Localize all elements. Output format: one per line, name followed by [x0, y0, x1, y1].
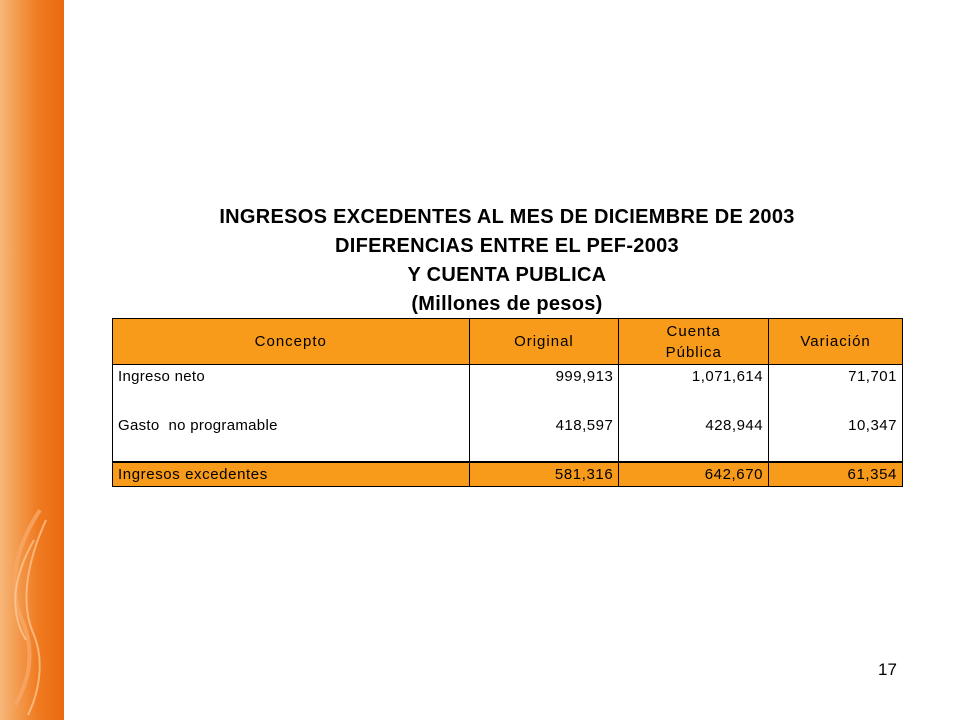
- title-line: (Millones de pesos): [411, 293, 603, 315]
- title-line: DIFERENCIAS ENTRE EL PEF-2003: [335, 235, 679, 257]
- header-cuenta-line1: Cuenta: [666, 322, 721, 340]
- row-cuenta-publica: 1,071,614: [619, 365, 769, 413]
- header-concepto: Concepto: [113, 319, 470, 365]
- decorative-side-band: [0, 0, 64, 720]
- slide-title: [112, 203, 902, 319]
- title-line: INGRESOS EXCEDENTES AL MES DE DICIEMBRE DE 2003: [219, 206, 795, 228]
- table-total-row: [113, 462, 903, 487]
- page-number: 17: [878, 660, 897, 679]
- table-row: [113, 412, 903, 462]
- header-cuenta-publica: [619, 319, 769, 365]
- row-cuenta-publica: 428,944: [619, 412, 769, 462]
- row-variacion: 71,701: [769, 365, 903, 413]
- table-header-row: [113, 319, 903, 365]
- header-cuenta-line2: Pública: [665, 343, 722, 361]
- table-row: [113, 365, 903, 413]
- total-variacion: 61,354: [769, 462, 903, 487]
- row-concepto: Gasto no programable: [113, 412, 470, 462]
- header-original: Original: [469, 319, 619, 365]
- row-original: 418,597: [469, 412, 619, 462]
- total-original: 581,316: [469, 462, 619, 487]
- row-concepto: Ingreso neto: [113, 365, 470, 413]
- income-table: [112, 318, 903, 487]
- total-concepto: Ingresos excedentes: [113, 462, 470, 487]
- title-line: Y CUENTA PUBLICA: [407, 264, 607, 286]
- header-variacion: Variación: [769, 319, 903, 365]
- swirl-decoration-icon: [0, 0, 64, 720]
- row-original: 999,913: [469, 365, 619, 413]
- row-variacion: 10,347: [769, 412, 903, 462]
- total-cuenta-publica: 642,670: [619, 462, 769, 487]
